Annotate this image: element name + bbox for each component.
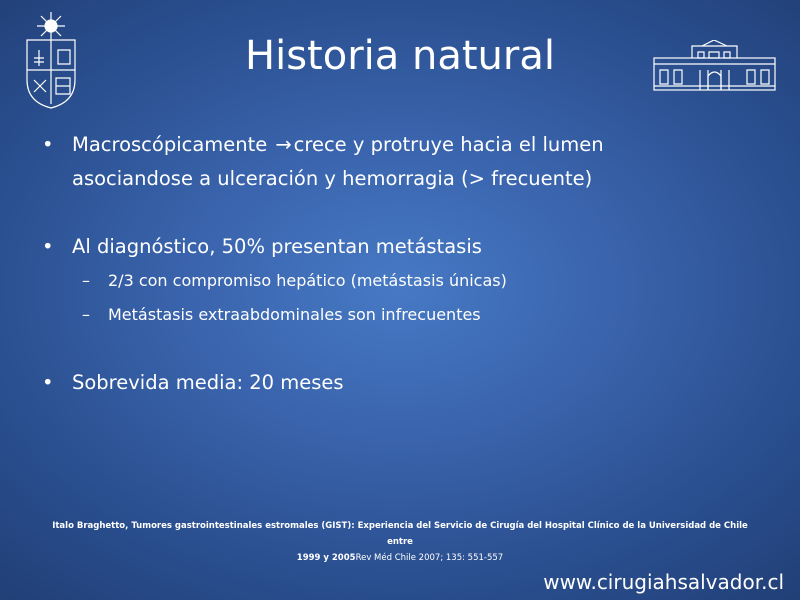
right-arrow-icon: →: [275, 133, 292, 156]
sub-bullet-text: 2/3 con compromiso hepático (metástasis únicas): [108, 271, 507, 290]
sub-bullet-hepatic: [42, 264, 742, 298]
citation-journal: Rev Méd Chile 2007; 135: 551-557: [355, 553, 504, 563]
bullet-text: Sobrevida media: 20 meses: [72, 371, 344, 394]
sub-bullet-extraabdominal: [42, 298, 742, 332]
bullet-text-rest: crece y protruye hacia el lumen: [293, 133, 604, 156]
bullet-text-prefix: Macroscópicamente: [72, 133, 268, 156]
citation-reference: [40, 518, 760, 566]
website-url: www.cirugiahsalvador.cl: [543, 570, 784, 594]
bullet-text: Al diagnóstico, 50% presentan metástasis: [72, 235, 482, 258]
citation-years: 1999 y 2005: [296, 553, 356, 563]
citation-title: Italo Braghetto, Tumores gastrointestinales estromales (GIST): Experiencia del Servicio de Cirugía del Hospital Clínico de la Universidad de Chile entre: [52, 521, 748, 547]
slide-content: [42, 128, 742, 400]
bullet-survival: [42, 366, 742, 400]
bullet-dot: •: [42, 133, 54, 156]
bullet-macroscopic: [42, 128, 742, 196]
sub-bullet-text: Metástasis extraabdominales son infrecuentes: [108, 305, 481, 324]
bullet-diagnosis: [42, 230, 742, 264]
sub-bullet-dash: –: [82, 305, 90, 324]
bullet-dot: •: [42, 235, 54, 258]
bullet-dot: •: [42, 371, 54, 394]
sub-bullet-dash: –: [82, 271, 90, 290]
slide-title: Historia natural: [245, 33, 555, 79]
bullet-text-line2: asociandose a ulceración y hemorragia (> frecuente): [72, 167, 593, 190]
